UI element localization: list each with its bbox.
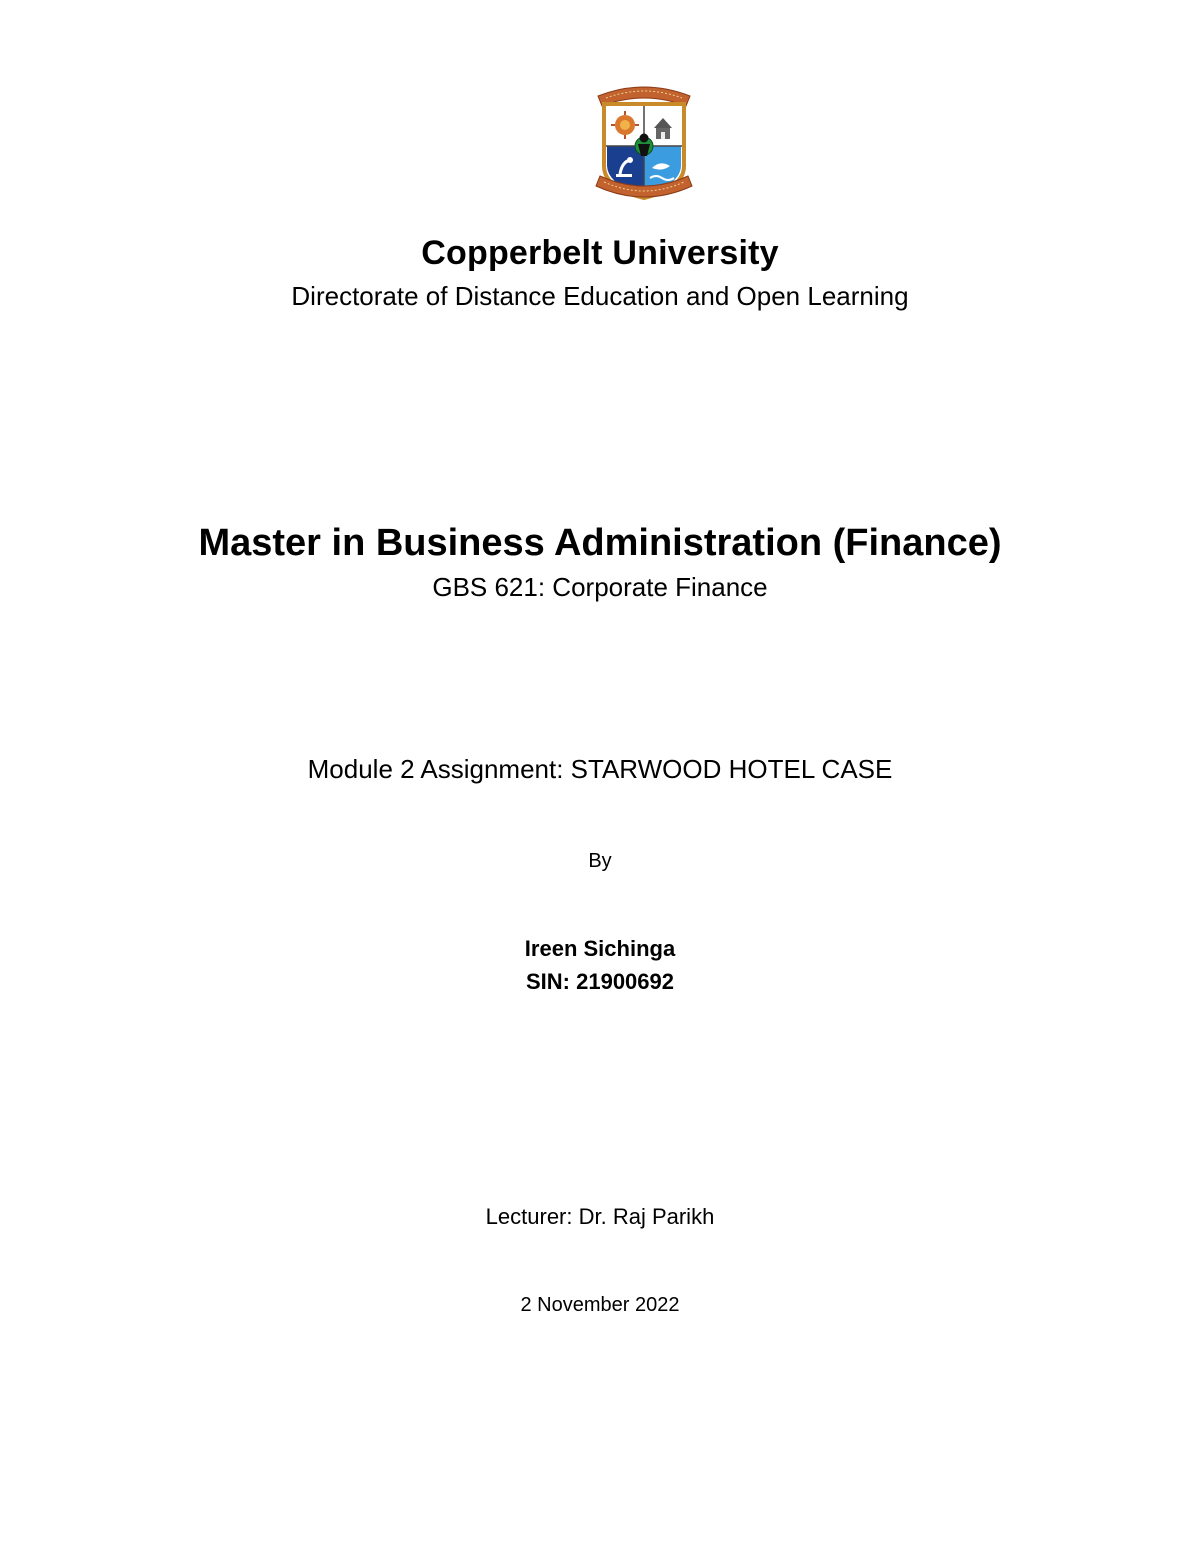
lecturer-name: Lecturer: Dr. Raj Parikh <box>485 1204 715 1229</box>
university-crest-icon <box>592 76 696 208</box>
submission-date: 2 November 2022 <box>520 1294 680 1316</box>
author-name: Ireen Sichinga <box>524 936 676 961</box>
degree-title: Master in Business Administration (Finance) <box>198 522 1002 564</box>
directorate-name: Directorate of Distance Education and Open Learning <box>291 281 909 311</box>
assignment-title: Module 2 Assignment: STARWOOD HOTEL CASE <box>307 754 893 784</box>
by-label: By <box>588 850 612 872</box>
student-id: SIN: 21900692 <box>526 969 674 994</box>
university-name: Copperbelt University <box>421 234 779 272</box>
course-code: GBS 621: Corporate Finance <box>432 572 768 602</box>
